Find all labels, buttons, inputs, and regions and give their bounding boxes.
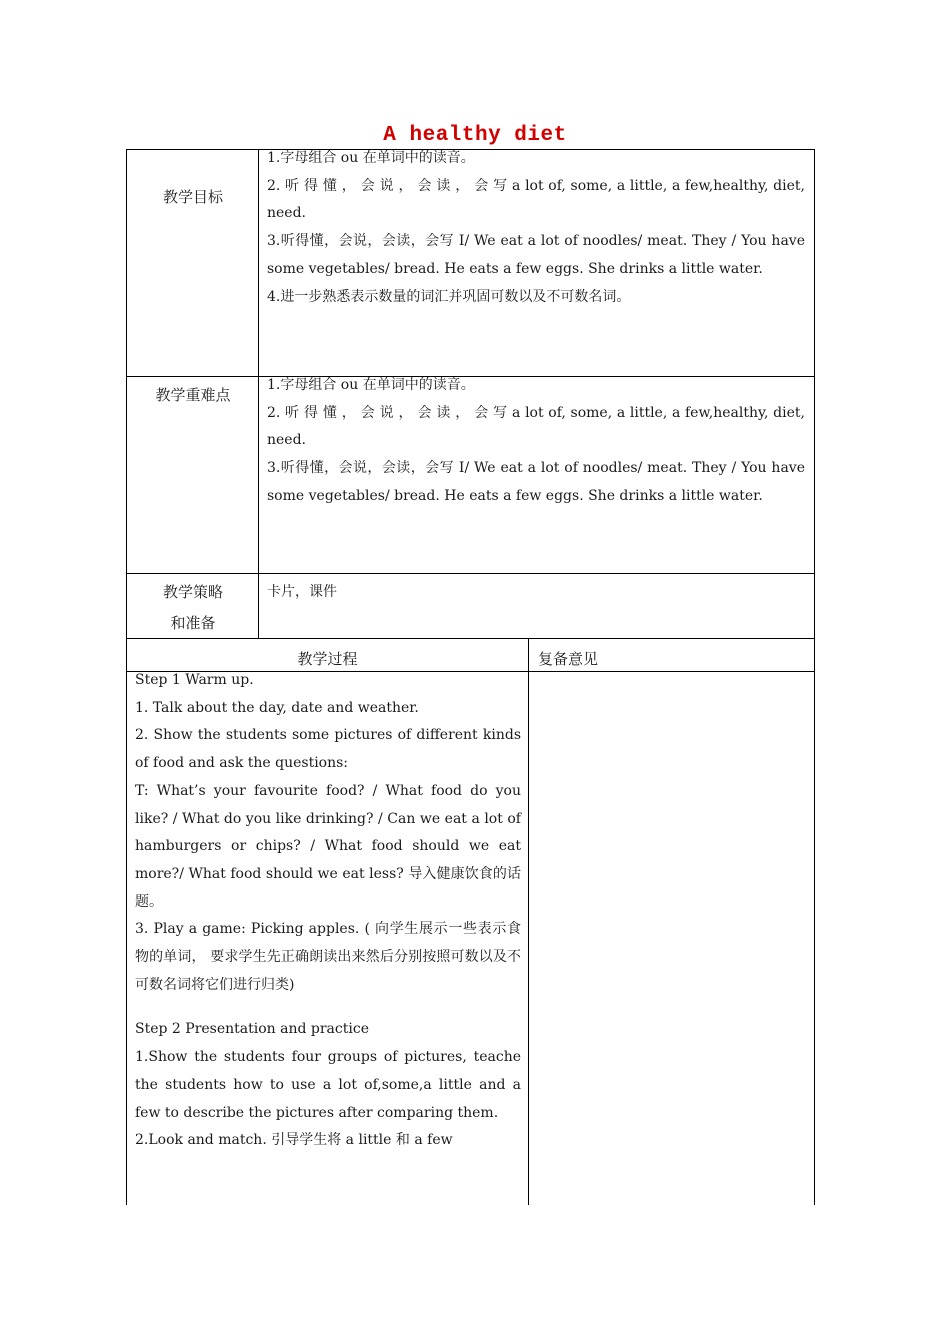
objective-line: 3.听得懂，会说，会读，会写 I/ We eat a lot of noodles/ meat. They / You have some vegetables/ bread. He eats a few eggs. She drinks a little water. [267,233,805,277]
key-points-content [267,372,805,511]
table-border-right [814,149,815,1205]
process-content [135,667,521,1155]
key-point-line: 3.听得懂，会说，会读，会写 I/ We eat a lot of noodles/ meat. They / You have some vegetables/ bread. He eats a few eggs. She drinks a little water. [267,460,805,504]
objective-line: 1.字母组合 ou 在单词中的读音。 [267,150,475,166]
strategy-label [127,577,259,639]
review-notes-header: 复备意见 [538,650,599,668]
objectives-content [267,145,805,311]
strategy-label-line2: 和准备 [170,614,216,632]
process-column-divider [528,638,529,1205]
row-divider-2 [126,573,815,574]
process-header: 教学过程 [297,650,358,668]
step2-item: 2.Look and match. 引导学生将 a little 和 a few [135,1132,453,1149]
objective-line: 4.进一步熟悉表示数量的词汇并巩固可数以及不可数名词。 [267,288,631,305]
objectives-label: 教学目标 [162,188,223,206]
step1-item: 3. Play a game: Picking apples. ( 向学生展示一些表示食物的单词， 要求学生先正确朗读出来然后分别按照可数以及不可数名词将它们进行归类) [135,921,521,993]
document-title: A healthy diet [383,124,567,147]
step1-item: 1. Talk about the day, date and weather. [135,699,419,716]
key-points-label: 教学重难点 [155,386,231,404]
step1-item: 2. Show the students some pictures of different kinds of food and ask the questions: [135,727,521,772]
step2-title: Step 2 Presentation and practice [135,1021,369,1038]
step1-item: T: What’s your favourite food? / What food do you like? / What do you like drinking? / Can we eat a lot of hamburgers or chips? / What food should we eat more?/ What food should we eat less? 导入健康饮食的话题。 [135,782,521,910]
step2-item: 1.Show the students four groups of pictures, teache the students how to use a lot of,some,a little and a few to describe the pictures after comparing them. [135,1049,521,1121]
strategy-label-line1: 教学策略 [162,583,223,601]
table-border-left [126,149,127,1205]
section-gap [135,999,521,1016]
objective-line: 2. 听 得 懂 ， 会 说 ， 会 读 ， 会 写 a lot of, some, a little, a few,healthy, diet, need. [267,177,805,222]
key-point-line: 2. 听 得 懂 ， 会 说 ， 会 读 ， 会 写 a lot of, some, a little, a few,healthy, diet, need. [267,404,805,449]
strategy-content: 卡片，课件 [267,584,337,600]
key-point-line: 1.字母组合 ou 在单词中的读音。 [267,377,475,393]
step1-title: Step 1 Warm up. [135,672,254,688]
